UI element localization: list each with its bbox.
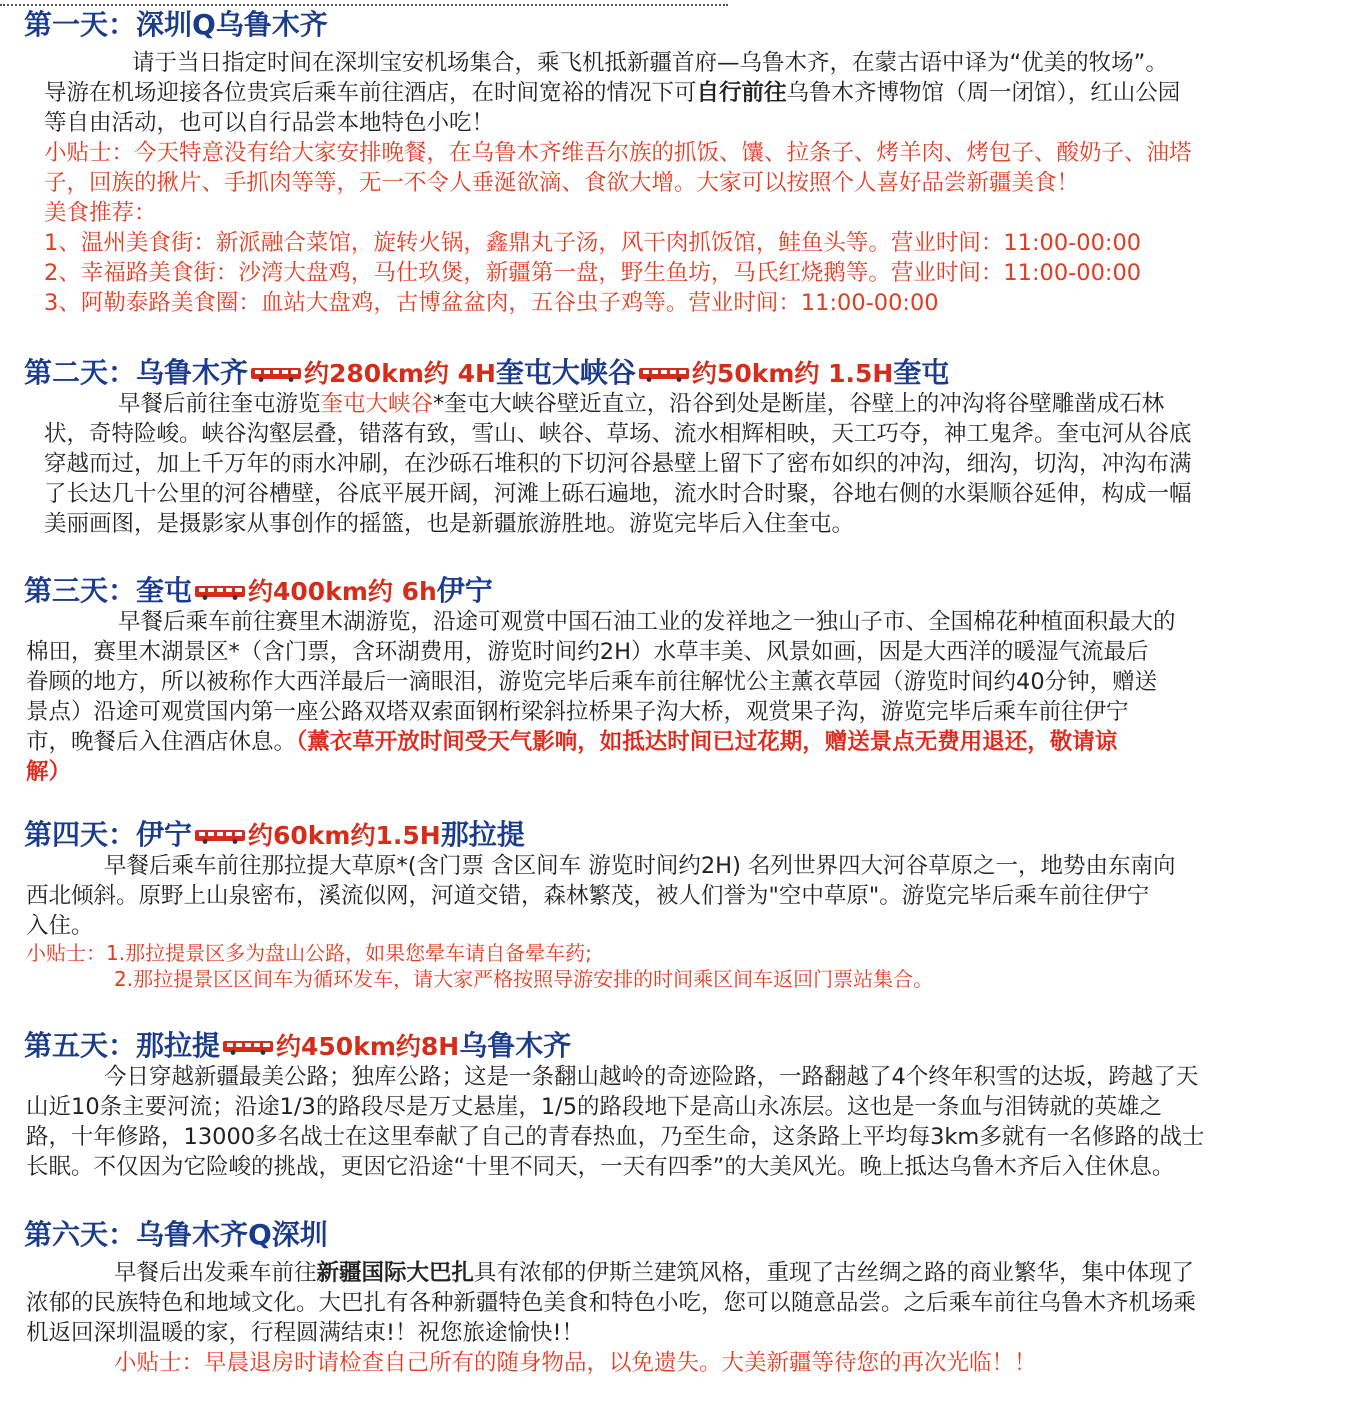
day-6-tip: 小贴士：早晨退房时请检查自己所有的随身物品，以免遗失。大美新疆等待您的再次光临！！ <box>114 1350 1037 1376</box>
day-4-line-2: 西北倾斜。原野上山泉密布，溪流似网，河道交错，森林繁茂，被人们誉为"空中草原"。游览完毕后乘车前往伊宁 <box>26 883 1150 909</box>
day-5-title-c: 乌鲁木齐 <box>459 1029 572 1062</box>
day-3-title-b: 约400km约 6h <box>248 577 437 606</box>
day-3-line-6: 解） <box>26 759 72 785</box>
day-1-line-2b: 自行前往 <box>696 80 787 106</box>
day-3-line-2: 棉田，赛里木湖景区*（含门票，含环湖费用，游览时间约2H）水草丰美、风景如画，因是大西洋的暖湿气流最后 <box>26 639 1149 665</box>
day-4-title-c: 那拉提 <box>440 818 525 851</box>
day-2-line-1a: 早餐后前往奎屯游览 <box>118 391 321 417</box>
day-6-line-2: 浓郁的民族特色和地域文化。大巴扎有各种新疆特色美食和特色小吃，您可以随意品尝。之后乘车前往乌鲁木齐机场乘 <box>26 1290 1197 1316</box>
day-2-title-e: 奎屯 <box>893 356 950 389</box>
day-4-title-a: 第四天：伊宁 <box>24 818 193 851</box>
day-2-line-1 <box>118 389 1164 419</box>
day-4-line-3: 入住。 <box>26 913 94 939</box>
day-4-tip-1: 小贴士：1.那拉提景区多为盘山公路，如果您晕车请自备晕车药; <box>26 941 592 965</box>
day-1-tip-1: 小贴士：今天特意没有给大家安排晚餐，在乌鲁木齐维吾尔族的抓饭、馕、拉条子、烤羊肉、烤包子、酸奶子、油塔 <box>44 140 1192 166</box>
day-6-line-1a: 早餐后出发乘车前往 <box>114 1260 317 1286</box>
day-1-line-2c: 乌鲁木齐博物馆（周一闭馆），红山公园 <box>786 80 1181 106</box>
day-3-line-3: 眷顾的地方，所以被称作大西洋最后一滴眼泪，游览完毕后乘车前往解忧公主薰衣草园（游览时间约40分钟，赠送 <box>26 669 1158 695</box>
day-4-line-1: 早餐后乘车前往那拉提大草原*(含门票 含区间车 游览时间约2H) 名列世界四大河谷草原之一，地势由东南向 <box>104 853 1176 879</box>
day-5-line-2: 山近10条主要河流；沿途1/3的路段尽是万丈悬崖，1/5的路段地下是高山永冻层。这也是一条血与泪铸就的英雄之 <box>26 1094 1163 1120</box>
day-3-line-5a: 市，晚餐后入住酒店休息。 <box>26 729 297 755</box>
day-1-tip-2: 子，回族的揪片、手抓肉等等，无一不令人垂涎欲滴、食欲大增。大家可以按照个人喜好品尝新疆美食！ <box>44 170 1080 196</box>
day-2-line-5: 美丽画图，是摄影家从事创作的摇篮，也是新疆旅游胜地。游览完毕后入住奎屯。 <box>44 511 855 537</box>
day-4-tip-2: 2.那拉提景区区间车为循环发车，请大家严格按照导游安排的时间乘区间车返回门票站集合。 <box>114 967 934 991</box>
day-5-line-3: 路，十年修路，13000多名战士在这里奉献了自己的青春热血，乃至生命，这条路上平均每3km多就有一名修路的战士 <box>26 1124 1205 1150</box>
day-1-tip-6: 3、阿勒泰路美食圈：血站大盘鸡，古博盆盆肉，五谷虫子鸡等。营业时间：11:00-00:00 <box>44 290 939 316</box>
day-4-title-b: 约60km约1.5H <box>248 821 441 850</box>
day-1-line-2a: 导游在机场迎接各位贵宾后乘车前往酒店，在时间宽裕的情况下可 <box>44 80 697 106</box>
day-2-title-d: 约50km约 1.5H <box>691 359 894 388</box>
day-1-line-2 <box>44 78 1180 108</box>
day-2-title <box>24 356 949 391</box>
day-5-title <box>24 1029 571 1064</box>
day-1-line-1: 请于当日指定时间在深圳宝安机场集合，乘飞机抵新疆首府—乌鲁木齐，在蒙古语中译为“优美的牧场”。 <box>132 50 1168 76</box>
day-5-line-1: 今日穿越新疆最美公路；独库公路；这是一条翻山越岭的奇迹险路，一路翻越了4个终年积雪的达坂，跨越了天 <box>104 1064 1199 1090</box>
day-3-title-a: 第三天：奎屯 <box>24 574 193 607</box>
day-2-line-2: 状，奇特险峻。峡谷沟壑层叠，错落有致，雪山、峡谷、草场、流水相辉相映，天工巧夺，神工鬼斧。奎屯河从谷底 <box>44 421 1192 447</box>
bus-icon <box>638 366 690 382</box>
bus-icon <box>194 584 246 600</box>
bus-icon <box>250 366 302 382</box>
bus-icon <box>222 1039 274 1055</box>
day-1-line-3: 等自由活动，也可以自行品尝本地特色小吃！ <box>44 110 495 136</box>
day-1-tip-4: 1、温州美食街：新派融合菜馆，旋转火锅，鑫鼎丸子汤，风干肉抓饭馆，鲑鱼头等。营业时间：11:00-00:00 <box>44 230 1142 256</box>
day-1-tip-3: 美食推荐： <box>44 200 157 226</box>
day-5-line-4: 长眠。不仅因为它险峻的挑战，更因它沿途“十里不同天，一天有四季”的大美风光。晚上抵达乌鲁木齐后入住休息。 <box>26 1154 1175 1180</box>
day-2-line-4: 了长达几十公里的河谷槽壁，谷底平展开阔，河滩上砾石遍地，流水时合时聚，谷地右侧的水渠顺谷延伸，构成一幅 <box>44 481 1192 507</box>
day-2-line-1b: 奎屯大峡谷 <box>320 391 434 417</box>
day-3-line-5 <box>26 727 1117 757</box>
top-dotted-rule <box>0 4 728 6</box>
bus-icon <box>194 828 246 844</box>
day-5-title-b: 约450km约8H <box>276 1032 460 1061</box>
day-6-line-1b: 新疆国际大巴扎 <box>316 1260 475 1286</box>
day-2-title-b: 约280km约 4H <box>304 359 496 388</box>
day-2-line-3: 穿越而过，加上千万年的雨水冲刷，在沙砾石堆积的下切河谷悬壁上留下了密布如织的冲沟，细沟，切沟，冲沟布满 <box>44 451 1192 477</box>
day-3-line-5b: （薰衣草开放时间受天气影响，如抵达时间已过花期，赠送景点无费用退还，敬请谅 <box>296 729 1118 755</box>
day-3-title-c: 伊宁 <box>436 574 493 607</box>
day-2-line-1c: *奎屯大峡谷壁近直立，沿谷到处是断崖，谷壁上的冲沟将谷壁雕凿成石林 <box>433 391 1165 417</box>
day-2-title-c: 奎屯大峡谷 <box>495 356 636 389</box>
day-3-title <box>24 574 493 609</box>
day-3-line-1: 早餐后乘车前往赛里木湖游览，沿途可观赏中国石油工业的发祥地之一独山子市、全国棉花种植面积最大的 <box>118 609 1176 635</box>
day-6-line-1c: 具有浓郁的伊斯兰建筑风格，重现了古丝绸之路的商业繁华，集中体现了 <box>474 1260 1195 1286</box>
day-1-title: 第一天：深圳Q乌鲁木齐 <box>24 8 328 41</box>
day-4-title <box>24 818 525 853</box>
day-6-line-3: 机返回深圳温暖的家，行程圆满结束!！祝您旅途愉快!！ <box>26 1320 585 1346</box>
day-6-line-1 <box>114 1258 1194 1288</box>
day-2-title-a: 第二天：乌鲁木齐 <box>24 356 249 389</box>
day-1-tip-5: 2、幸福路美食街：沙湾大盘鸡，马仕玖煲，新疆第一盘，野生鱼坊，马氏红烧鹅等。营业时间：11:00-00:00 <box>44 260 1142 286</box>
day-5-title-a: 第五天：那拉提 <box>24 1029 221 1062</box>
day-3-line-4: 景点）沿途可观赏国内第一座公路双塔双索面钢桁梁斜拉桥果子沟大桥，观赏果子沟，游览完毕后乘车前往伊宁 <box>26 699 1129 725</box>
day-6-title: 第六天：乌鲁木齐Q深圳 <box>24 1218 328 1251</box>
